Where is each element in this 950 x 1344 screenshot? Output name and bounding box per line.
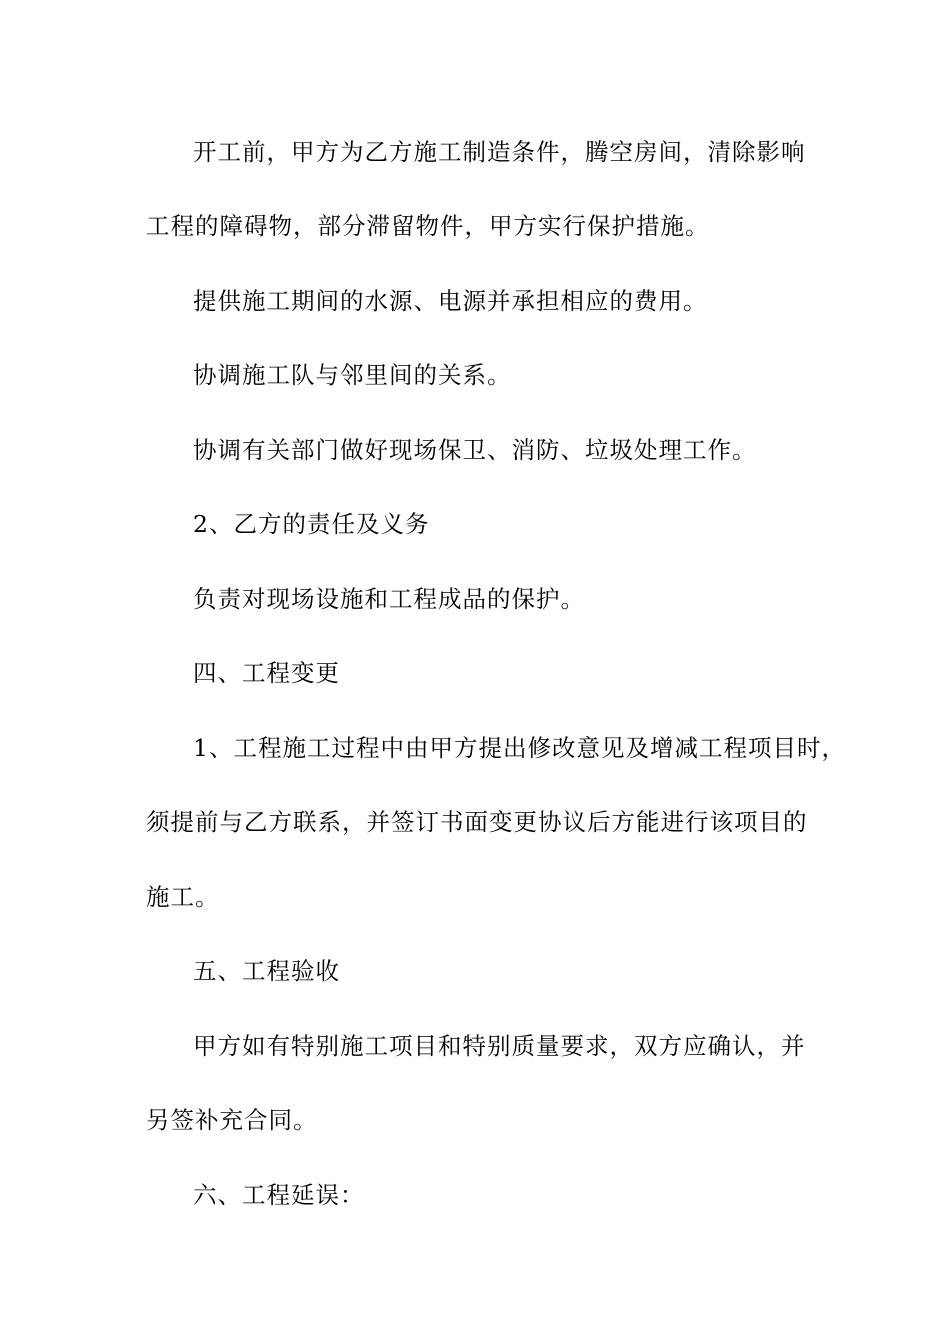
- section-heading: 六、工程延误：: [193, 1181, 365, 1209]
- section-heading: 四、工程变更: [193, 659, 340, 687]
- paragraph-line: 1、工程施工过程中由甲方提出修改意见及增减工程项目时，: [193, 734, 846, 762]
- section-heading: 2、乙方的责任及义务: [193, 510, 430, 538]
- paragraph-line: 开工前，甲方为乙方施工制造条件，腾空房间，清除影响: [193, 138, 806, 166]
- paragraph-line: 甲方如有特别施工项目和特别质量要求，双方应确认，并: [193, 1032, 806, 1060]
- paragraph-line: 负责对现场设施和工程成品的保护。: [193, 585, 585, 613]
- section-heading: 五、工程验收: [193, 957, 340, 985]
- paragraph-line: 协调施工队与邻里间的关系。: [193, 361, 512, 389]
- paragraph-line: 工程的障碍物，部分滞留物件，甲方实行保护措施。: [146, 212, 710, 240]
- paragraph-line: 协调有关部门做好现场保卫、消防、垃圾处理工作。: [193, 436, 757, 464]
- paragraph-line: 提供施工期间的水源、电源并承担相应的费用。: [193, 287, 708, 315]
- paragraph-line: 施工。: [146, 883, 220, 911]
- paragraph-line: 另签补充合同。: [146, 1106, 318, 1134]
- paragraph-line: 须提前与乙方联系，并签订书面变更协议后方能进行该项目的: [146, 808, 808, 836]
